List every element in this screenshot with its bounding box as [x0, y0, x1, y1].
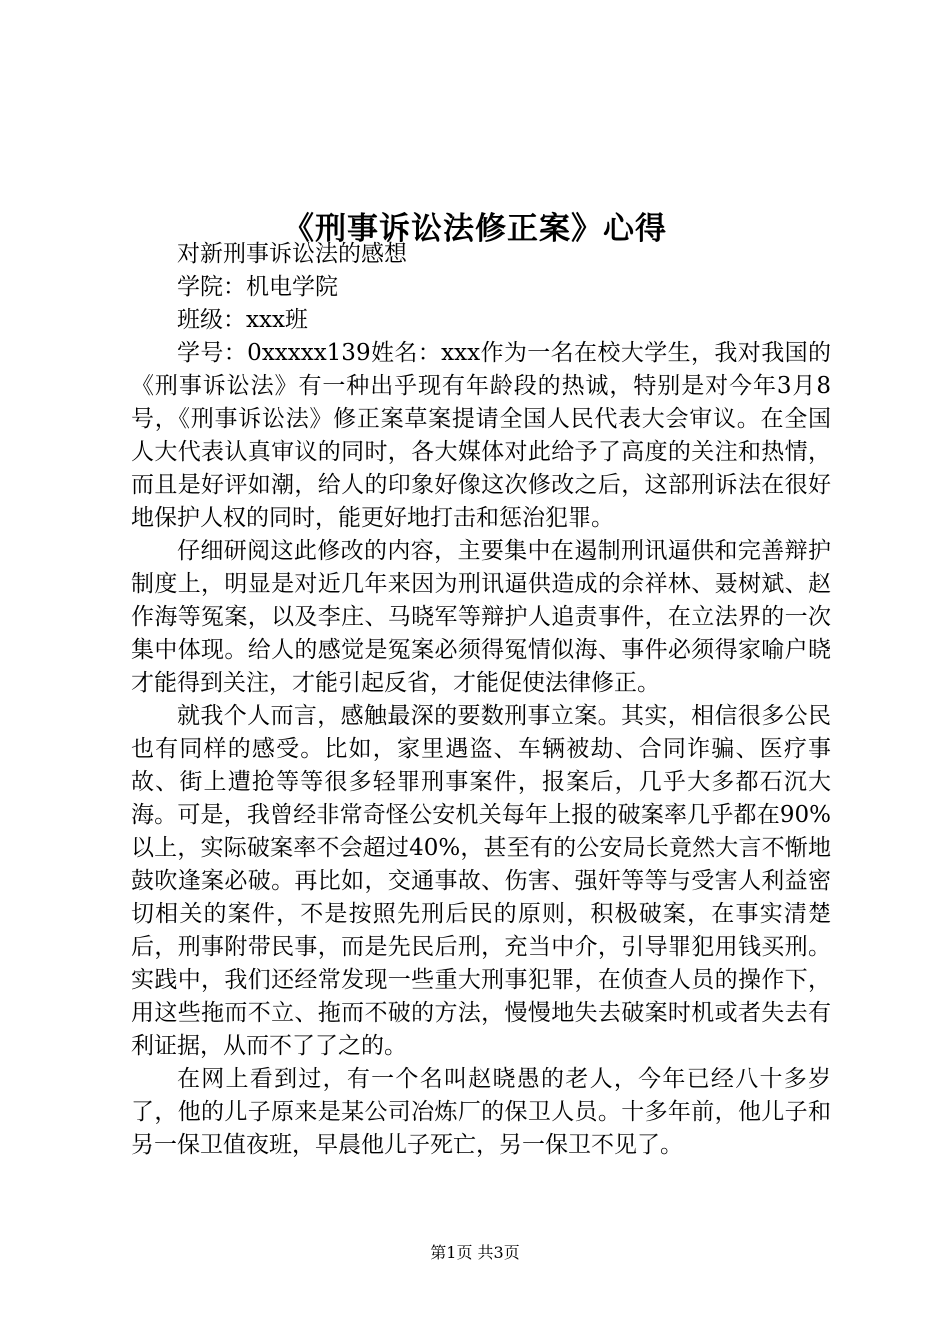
document-body: [131, 238, 831, 1162]
page-number: 第1页 共3页: [430, 1243, 520, 1262]
paragraph-college: 学院：机电学院: [177, 274, 338, 300]
paragraph-online-case: 在网上看到过，有一个名叫赵晓愚的老人，今年已经八十多岁了，他的儿子原来是某公司冶炼厂的保卫人员。十多年前，他儿子和另一保卫值夜班，早晨他儿子死亡，另一保卫不见了。: [131, 1066, 831, 1158]
paragraph-amendment-content: 仔细研阅这此修改的内容，主要集中在遏制刑讯逼供和完善辩护制度上，明显是对近几年来因为刑讯逼供造成的佘祥林、聂树斌、赵作海等冤案，以及李庄、马晓军等辩护人追责事件，在立法界的一次集中体现。给人的感觉是冤案必须得冤情似海、事件必须得家喻户晓才能得到关注，才能引起反省，才能促使法律修正。: [131, 538, 831, 696]
paragraph-class: 班级：xxx班: [177, 307, 308, 333]
document-title: 《刑事诉讼法修正案》心得: [283, 210, 667, 247]
paragraph-criminal-filing: 就我个人而言，感触最深的要数刑事立案。其实，相信很多公民也有同样的感受。比如，家里遇盗、车辆被劫、合同诈骗、医疗事故、街上遭抢等等很多轻罪刑事案件，报案后，几乎大多都石沉大海。可是，我曾经非常奇怪公安机关每年上报的破案率几乎都在90%以上，实际破案率不会超过40%，甚至有的公安局长竟然大言不惭地鼓吹逢案必破。再比如，交通事故、伤害、强奸等等与受害人利益密切相关的案件，不是按照先刑后民的原则，积极破案，在事实清楚后，刑事附带民事，而是先民后刑，充当中介，引导罪犯用钱买刑。实践中，我们还经常发现一些重大刑事犯罪，在侦查人员的操作下，用这些拖而不立、拖而不破的方法，慢慢地失去破案时机或者失去有利证据，从而不了了之的。: [131, 703, 831, 1059]
paragraph-subtitle: 对新刑事诉讼法的感想: [177, 241, 407, 267]
paragraph-intro: 学号：0xxxxx139姓名：xxx作为一名在校大学生，我对我国的《刑事诉讼法》有一种出乎现有年龄段的热诚，特别是对今年3月8号，《刑事诉讼法》修正案草案提请全国人民代表大会审议。在全国人大代表认真审议的同时，各大媒体对此给予了高度的关注和热情，而且是好评如潮，给人的印象好像这次修改之后，这部刑诉法在很好地保护人权的同时，能更好地打击和惩治犯罪。: [131, 340, 831, 531]
